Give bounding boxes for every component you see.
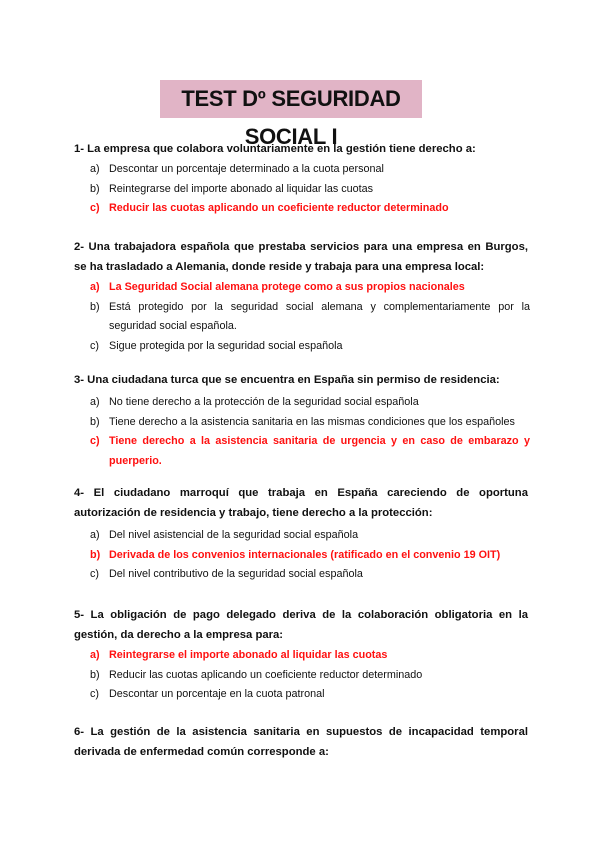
- option-text: Reintegrarse del importe abonado al liquidar las cuotas: [109, 182, 374, 195]
- option-5c: [90, 685, 530, 705]
- option-letter: b): [90, 300, 100, 313]
- option-letter: c): [90, 435, 100, 447]
- option-text: Tiene derecho a la asistencia sanitaria en las mismas condiciones que los españoles: [109, 415, 515, 428]
- option-letter: c): [90, 688, 99, 700]
- option-4a: [90, 526, 530, 546]
- option-letter: a): [90, 649, 100, 661]
- option-2c: [90, 337, 530, 357]
- question-2-options: [90, 278, 530, 356]
- option-letter: a): [90, 281, 100, 293]
- option-letter: a): [90, 163, 100, 175]
- option-letter: b): [90, 668, 100, 681]
- option-text: Sigue protegida por la seguridad social española: [109, 339, 343, 352]
- question-3: 3- Una ciudadana turca que se encuentra en España sin permiso de residencia:: [74, 374, 500, 386]
- option-letter: c): [90, 202, 100, 214]
- option-text: Tiene derecho a la asistencia sanitaria de urgencia y en caso de embarazo y puerperio.: [109, 435, 530, 467]
- option-text: Reducir las cuotas aplicando un coeficiente reductor determinado: [109, 202, 449, 214]
- option-2a-correct: [90, 278, 530, 298]
- question-1-options: [90, 160, 530, 219]
- question-2: 2- Una trabajadora española que prestaba servicios para una empresa en Burgos, se ha trasladado a Alemania, donde reside y trabaja para una empresa local:: [74, 241, 528, 273]
- option-1c-correct: [90, 199, 530, 219]
- question-4-options: [90, 526, 530, 585]
- option-text: La Seguridad Social alemana protege como a sus propios nacionales: [109, 281, 465, 293]
- option-text: Derivada de los convenios internacionales (ratificado en el convenio 19 OIT): [109, 548, 501, 561]
- option-4c: [90, 565, 530, 585]
- option-letter: c): [90, 339, 99, 352]
- question-5: 5- La obligación de pago delegado deriva de la colaboración obligatoria en la gestión, da derecho a la empresa para:: [74, 609, 528, 641]
- option-4b-correct: [90, 546, 530, 566]
- option-letter: a): [90, 529, 100, 541]
- option-text: Del nivel contributivo de la seguridad social española: [109, 568, 363, 580]
- option-text: No tiene derecho a la protección de la seguridad social española: [109, 396, 419, 408]
- option-letter: c): [90, 568, 99, 580]
- option-1b: [90, 180, 530, 200]
- page-title: TEST Dº SEGURIDAD SOCIAL I: [160, 80, 422, 118]
- option-5a-correct: [90, 646, 530, 666]
- option-text: Descontar un porcentaje en la cuota patronal: [109, 688, 325, 700]
- question-4: 4- El ciudadano marroquí que trabaja en España careciendo de oportuna autorización de residencia y trabajo, tiene derecho a la protección:: [74, 487, 528, 519]
- option-letter: b): [90, 548, 101, 561]
- option-text: Del nivel asistencial de la seguridad social española: [109, 529, 359, 541]
- option-1a: [90, 160, 530, 180]
- option-text: Descontar un porcentaje determinado a la cuota personal: [109, 163, 384, 175]
- option-text: Reintegrarse el importe abonado al liquidar las cuotas: [109, 649, 388, 661]
- option-3a: [90, 393, 530, 413]
- question-6: 6- La gestión de la asistencia sanitaria en supuestos de incapacidad temporal derivada de enfermedad común corresponde a:: [74, 726, 528, 758]
- option-3c-correct: [90, 432, 530, 471]
- option-text: Reducir las cuotas aplicando un coeficiente reductor determinado: [109, 668, 423, 681]
- option-letter: a): [90, 396, 100, 408]
- option-letter: b): [90, 415, 100, 428]
- option-text: Está protegido por la seguridad social alemana y complementariamente por la seguridad social española.: [109, 300, 530, 332]
- option-3b: [90, 413, 530, 433]
- option-2b: [90, 298, 530, 337]
- option-5b: [90, 666, 530, 686]
- question-5-options: [90, 646, 530, 705]
- question-3-options: [90, 393, 530, 471]
- question-1: 1- La empresa que colabora voluntariamente en la gestión tiene derecho a:: [74, 143, 476, 155]
- option-letter: b): [90, 182, 100, 195]
